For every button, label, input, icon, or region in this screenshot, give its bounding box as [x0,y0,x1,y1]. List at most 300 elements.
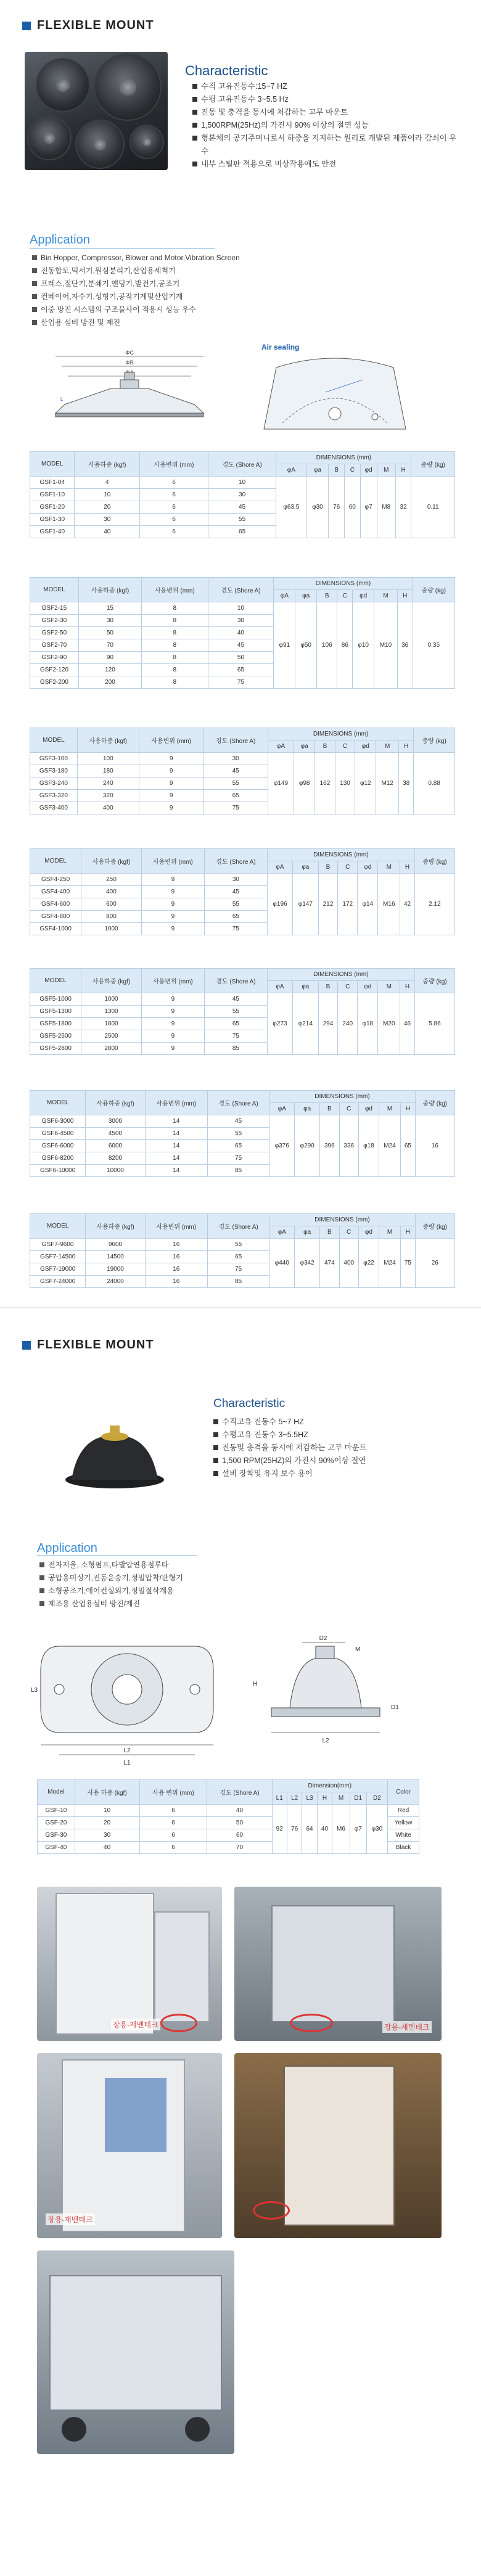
table-header-cell: DIMENSIONS (mm) [269,1091,415,1103]
table-header-cell: φa [295,590,317,602]
table-header-cell: M [378,861,400,874]
photo-caption: 장용-재멘테크 [46,2213,95,2225]
table-cell: 100 [77,753,139,765]
application-title-2: Application [37,1541,97,1555]
table-cell: 19000 [86,1263,145,1276]
table-cell: 6 [139,1842,207,1854]
th-defl: 사용변위 (mm) [140,452,208,477]
table-header-cell: B [329,464,345,477]
table-header-cell: L3 [302,1792,317,1805]
table-cell: 8200 [86,1152,145,1165]
table-row [30,993,455,1006]
application-underline-2 [37,1555,197,1556]
table-cell: 9 [141,911,204,923]
table-cell: 6 [140,514,208,526]
table-cell: 1300 [81,1006,141,1018]
table-cell: GSF6-3000 [30,1115,86,1128]
table-header-cell: 경도 (Shore A) [205,969,268,993]
spec-table-1 [30,451,455,538]
table-cell: 46 [400,993,415,1055]
characteristic-title-2: Characteristic [213,1397,286,1410]
table-cell: φ50 [295,602,317,689]
characteristic-item: 수직고유 진동수 5~7 HZ [213,1416,460,1429]
table-cell: 8 [142,602,208,615]
spec-table-3 [30,728,455,814]
table-header-cell: MODEL [30,849,81,874]
table-header-cell: φa [306,464,329,477]
table-cell: 400 [81,886,141,898]
table-cell: M24 [379,1239,400,1288]
table-cell: 400 [77,802,139,814]
table-header-cell: C [339,1103,358,1115]
table-header-cell: H [395,464,411,477]
table-cell: φ22 [359,1239,379,1288]
table-cell: GSF5-2800 [30,1043,81,1055]
characteristic-list-2 [213,1416,460,1480]
table-cell: GSF6-10000 [30,1165,86,1177]
table-cell: 30 [75,514,140,526]
table-cell: φ91 [274,602,295,689]
table-cell: 55 [207,1128,269,1140]
table-cell: 30 [204,753,268,765]
table-header-cell: H [401,1103,415,1115]
table-cell: φ14 [358,874,378,935]
table-header-cell: Model [38,1780,75,1805]
table-cell: 50 [208,652,274,664]
table-header-row [30,728,455,740]
table-cell: 24000 [86,1276,145,1288]
table-header-cell: M [379,1103,400,1115]
title-mark [22,1341,31,1350]
application-item: 소형공조기,에어컨실외기,정밀절삭계용 [39,1585,286,1598]
installation-photo-2 [234,1887,442,2041]
table-header-cell: φa [295,1103,320,1115]
dim-label: ΦB [125,359,134,366]
side-view-drawing [37,345,222,432]
table-cell: 212 [318,874,338,935]
table-cell: 2800 [81,1043,141,1055]
table-cell: 45 [208,501,276,514]
table-cell: 6 [139,1817,207,1829]
table-header-cell: 사용변위 (mm) [139,728,204,753]
table-cell: GSF3-240 [30,777,78,790]
table-cell: 8 [142,627,208,639]
table-cell: 16 [145,1276,207,1288]
table-cell: 92 [272,1805,287,1854]
table-cell: 14 [145,1128,207,1140]
table-header-cell: MODEL [30,1091,86,1115]
table-cell: GSF6-4500 [30,1128,86,1140]
table-cell: 65 [205,1018,268,1030]
table-cell: 6 [139,1829,207,1842]
table-header-cell: 사용변위 (mm) [141,969,204,993]
table-cell: GSF7-19000 [30,1263,86,1276]
table-cell: 5.86 [414,993,454,1055]
table-cell: 90 [78,652,141,664]
table-cell: φ290 [295,1115,320,1177]
table-header-cell: 중량 (kg) [415,1214,454,1239]
table-header-cell: φA [268,740,294,753]
characteristic-item: 1,500RPM(25Hz)의 가진시 90% 이상의 절연 성능 [192,119,464,132]
dim-label: H [253,1681,258,1688]
table-cell: 14 [145,1140,207,1152]
application-item: 산업용 설비 방진 및 제진 [32,316,303,329]
characteristic-item: 진동 및 충격을 동시에 처감하는 고무 마운트 [192,106,464,119]
table-header-cell: φa [295,1226,320,1239]
table-cell: 9 [139,802,204,814]
table-cell: 120 [78,664,141,676]
table-header-cell: MODEL [30,728,78,753]
mount-photo [59,1418,170,1492]
section-divider [0,1307,481,1308]
table-header-cell: M [379,1226,400,1239]
application-item: 전자저울, 소형펌프,타발압연용점루타 [39,1559,286,1572]
characteristic-item: 수평고유 진동수 3~5.5HZ [213,1429,460,1442]
table-cell: 55 [207,1239,269,1251]
table-header-cell: 사용하중 (kgf) [86,1091,145,1115]
spec-table-4 [30,848,455,935]
table-cell: 6 [139,1805,207,1817]
table-cell: GSF2-70 [30,639,79,652]
table-cell: 600 [81,898,141,911]
table-cell: 10 [208,477,276,489]
table-header-cell: 경도 (Shore A) [207,1091,269,1115]
table-cell: 172 [338,874,358,935]
table-cell: 4 [75,477,140,489]
section1-title-text: FLEXIBLE MOUNT [37,18,154,32]
table-cell: φ18 [358,993,378,1055]
application-item: 프레스,절단기,분쇄기,엔딩기,발전기,공조기 [32,277,303,290]
table-cell: 9 [139,765,204,777]
table-cell: 45 [207,1115,269,1128]
table-cell: 65 [207,1140,269,1152]
table-cell: GSF-20 [38,1817,75,1829]
table-row [30,602,455,615]
table-cell: 474 [320,1239,339,1288]
table-header-row [38,1780,419,1792]
table-cell: 60 [207,1829,272,1842]
table-header-row [30,849,455,861]
table-cell: GSF-40 [38,1842,75,1854]
table-cell: 16 [145,1251,207,1263]
table-row [30,874,455,886]
product-photo [25,52,168,170]
table-header-cell: H [400,981,415,993]
table-cell: 6 [140,489,208,501]
table-cell: White [388,1829,419,1842]
table-cell: 75 [401,1239,415,1288]
table-header-cell: Dimension(mm) [272,1780,388,1792]
table-cell: 180 [77,765,139,777]
table-cell: 9 [141,898,204,911]
table-cell: GSF3-180 [30,765,78,777]
table-cell: 36 [397,602,413,689]
table-header-row [30,1214,455,1226]
table-cell: GSF7-14500 [30,1251,86,1263]
table-cell: 9 [139,753,204,765]
table-cell: 40 [208,627,274,639]
table-cell: GSF3-400 [30,802,78,814]
table-header-cell: MODEL [30,1214,86,1239]
dim-label: M [355,1646,361,1653]
table-cell: 55 [205,898,268,911]
table-header-cell: 사용하중 (kgf) [86,1214,145,1239]
table-header-cell: φa [294,740,315,753]
table-header-row [30,969,455,981]
table-cell: 6000 [86,1140,145,1152]
table-cell: φ10 [353,602,374,689]
table-cell: GSF1-30 [30,514,75,526]
table-header-cell: H [401,1226,415,1239]
table-cell: 85 [205,1043,268,1055]
table-cell: GSF2-200 [30,676,79,689]
table-cell: 240 [338,993,358,1055]
table-header-cell: 사용 하중 (kgf) [75,1780,139,1805]
table-cell: 14 [145,1152,207,1165]
table-header-cell: 중량 (kg) [414,969,454,993]
table-header-cell: φA [274,590,295,602]
th-dims: DIMENSIONS (mm) [276,452,411,464]
table-cell: 14 [145,1165,207,1177]
table-header-cell: B [318,861,338,874]
table-cell: M24 [379,1115,400,1177]
table-header-cell: 경도 (Shore A) [207,1780,272,1805]
table-header-cell: 중량 (kg) [413,578,454,602]
application-item: 이중 방진 시스템의 구조물사이 적용시 성능 우수 [32,303,303,316]
table-cell: GSF3-100 [30,753,78,765]
table-cell: 45 [205,993,268,1006]
table-cell: M12 [376,753,399,814]
table-header-cell: φd [360,464,377,477]
table-header-cell: 중량 (kg) [415,1091,454,1115]
spec-table-7 [30,1213,455,1288]
table-cell: 30 [78,615,141,627]
table-cell: φ196 [267,874,292,935]
table-header-cell: C [338,981,358,993]
table-cell: 55 [208,514,276,526]
table-cell: 26 [415,1239,454,1288]
table-header-cell: DIMENSIONS (mm) [269,1214,415,1226]
table-cell: 30 [75,1829,139,1842]
table-cell: φ342 [295,1239,320,1288]
table-cell: 9 [141,886,204,898]
table-cell: 2.12 [414,874,454,935]
table-cell: 75 [207,1152,269,1165]
table-header-cell: H [397,590,413,602]
application-item: 진동합토,믹서기,원심분리기,산업용세척기 [32,265,303,277]
table-cell: φ7 [350,1805,366,1854]
photo-caption: 장용-재멘테크 [382,2021,432,2033]
table-cell: φ18 [359,1115,379,1177]
table-cell: 30 [208,489,276,501]
table-cell: 9 [141,1006,204,1018]
table-cell: GSF5-2500 [30,1030,81,1043]
dim-label: L [60,396,64,402]
section1-title [22,18,154,33]
dim-label: L3 [31,1687,38,1694]
table-header-cell: φd [353,590,374,602]
table-cell: GSF7-9600 [30,1239,86,1251]
table-cell: 75 [204,802,268,814]
table-cell: GSF4-800 [30,911,81,923]
table-cell: 76 [287,1805,302,1854]
table-cell: GSF2-50 [30,627,79,639]
table-cell: 2500 [81,1030,141,1043]
air-sealing-label: Air sealing [261,343,300,351]
table-header-cell: B [320,1226,339,1239]
application-item: 컨베이어,자수기,성형기,공작기계및산업기계 [32,290,303,303]
table-cell: 20 [75,1817,139,1829]
table-cell: 16 [145,1263,207,1276]
table-cell: φ440 [269,1239,295,1288]
table-cell: 14500 [86,1251,145,1263]
table-header-cell: φd [358,981,378,993]
table-header-cell: 사용하중 (kgf) [81,849,141,874]
installation-photo-1 [37,1887,222,2041]
table-cell: GSF4-600 [30,898,81,911]
characteristic-list [192,80,464,171]
table-cell: 200 [78,676,141,689]
table-cell: 6 [140,477,208,489]
installation-photo-3 [37,2053,222,2238]
table-cell: Yellow [388,1817,419,1829]
table-row [38,1805,419,1817]
table-cell: 76 [329,477,345,538]
table-cell: GSF5-1800 [30,1018,81,1030]
table-cell: 50 [207,1817,272,1829]
spec-table-5 [30,968,455,1055]
table-cell: GSF4-250 [30,874,81,886]
table-cell: GSF-10 [38,1805,75,1817]
side-view-drawing-2 [247,1634,413,1757]
table-header-cell: M [376,740,399,753]
table-cell: GSF2-120 [30,664,79,676]
th-hard: 경도 (Shore A) [208,452,276,477]
table-cell: 60 [345,477,361,538]
table-cell: 162 [315,753,335,814]
table-cell: 10 [208,602,274,615]
application-item: Bin Hopper, Compressor, Blower and Motor,Vibration Screen [32,252,303,265]
table-row [30,753,455,765]
table-cell: GSF2-15 [30,602,79,615]
table-header-cell: φA [269,1103,295,1115]
table-header-cell: φA [267,861,292,874]
table-cell: 20 [75,501,140,514]
table-cell: 8 [142,664,208,676]
table-header-cell: C [338,861,358,874]
table-row [30,477,455,489]
table-cell: GSF6-6000 [30,1140,86,1152]
characteristic-item: 수직 고유진동수:15~7 HZ [192,80,464,93]
table-cell: GSF5-1300 [30,1006,81,1018]
table-cell: 65 [207,1251,269,1263]
table-cell: GSF4-400 [30,886,81,898]
table-header-cell: φA [267,981,292,993]
table-cell: M10 [374,602,398,689]
table-cell: GSF4-1000 [30,923,81,935]
table-cell: GSF5-1000 [30,993,81,1006]
table-cell: 86 [337,602,353,689]
table-header-cell: 중량 (kg) [414,849,454,874]
table-header-cell: C [335,740,355,753]
table-cell: GSF3-320 [30,790,78,802]
table-cell: 9 [141,1030,204,1043]
dim-label: D1 [391,1704,399,1711]
table-header-cell: DIMENSIONS (mm) [268,728,413,740]
table-cell: 30 [205,874,268,886]
table-cell: φ214 [293,993,318,1055]
table-header-cell: 사용 변위 (mm) [139,1780,207,1805]
table-row [30,1239,455,1251]
table-header-cell: DIMENSIONS (mm) [267,969,414,981]
table-header-cell: B [318,981,338,993]
table-header-cell: DIMENSIONS (mm) [274,578,413,590]
table-cell: 9 [141,874,204,886]
application-title: Application [30,233,90,247]
table-cell: 85 [207,1165,269,1177]
table-header-cell: D1 [350,1792,366,1805]
table-cell: 0.88 [414,753,455,814]
table-cell: GSF7-24000 [30,1276,86,1288]
table-cell: 40 [207,1805,272,1817]
table-header-cell: 경도 (Shore A) [208,578,274,602]
table-cell: 50 [78,627,141,639]
table-cell: 65 [401,1115,415,1177]
table-cell: 42 [400,874,415,935]
table-cell: φ147 [293,874,318,935]
table-header-cell: 중량 (kg) [414,728,455,753]
table-cell: 45 [205,886,268,898]
dim-label: L2 [322,1737,329,1744]
table-cell: 800 [81,911,141,923]
table-cell: 45 [208,639,274,652]
table-cell: GSF1-20 [30,501,75,514]
application-item: 공압용미싱기,진동운송기,정밀압착/판형기 [39,1572,286,1585]
section2-title [22,1338,154,1352]
table-header-cell: M [332,1792,350,1805]
table-header-cell: 경도 (Shore A) [207,1214,269,1239]
th-model: MODEL [30,452,75,477]
table-cell: φ30 [306,477,329,538]
table-cell: 396 [320,1115,339,1177]
table-cell: φ273 [267,993,292,1055]
table-cell: 8 [142,639,208,652]
table-cell: 9 [141,1043,204,1055]
table-cell: 9 [139,777,204,790]
installation-photo-4 [234,2053,442,2238]
top-view-drawing-2 [31,1628,220,1770]
table-cell: φ149 [268,753,294,814]
table-header-row [30,578,455,590]
table-cell: 320 [77,790,139,802]
table-cell: 70 [207,1842,272,1854]
application-item: 제조용 산업용설비 방진/제진 [39,1598,286,1610]
table-header-cell: C [345,464,361,477]
table-cell: 40 [75,526,140,538]
table-cell: 75 [207,1263,269,1276]
table-cell: 10 [75,489,140,501]
table-cell: 0.11 [411,477,455,538]
table-header-cell: 사용하중 (kgf) [81,969,141,993]
table-cell: 6 [140,526,208,538]
table-header-cell: φd [359,1226,379,1239]
table-cell: 40 [75,1842,139,1854]
table-cell: M20 [378,993,400,1055]
table-cell: φ98 [294,753,315,814]
table-cell: 8 [142,615,208,627]
table-header-cell: H [399,740,414,753]
table-header-cell: 경도 (Shore A) [204,728,268,753]
